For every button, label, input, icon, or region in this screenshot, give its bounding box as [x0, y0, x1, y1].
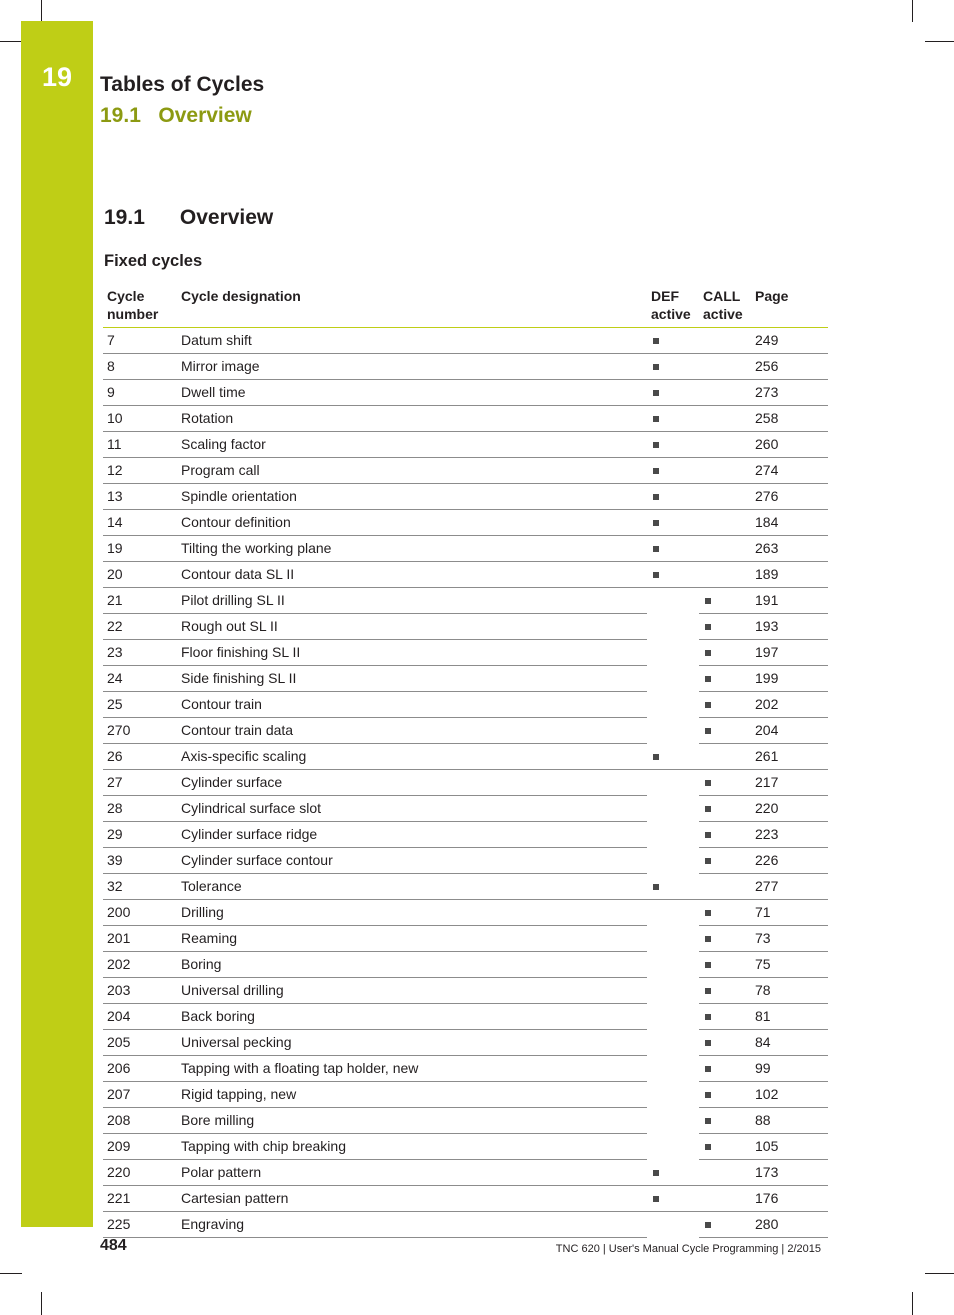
table-row	[103, 1004, 828, 1030]
cycle-number: 208	[103, 1108, 177, 1134]
def-active-cell	[647, 1082, 699, 1108]
call-active-cell	[699, 406, 751, 432]
cycle-designation: Contour train data	[177, 718, 647, 744]
page-reference: 105	[751, 1134, 828, 1160]
table-row	[103, 1082, 828, 1108]
cycle-number: 8	[103, 354, 177, 380]
def-active-cell	[647, 484, 699, 510]
table-row	[103, 1056, 828, 1082]
cycle-number: 21	[103, 588, 177, 614]
active-marker-icon	[653, 884, 659, 890]
cycle-designation: Cylinder surface ridge	[177, 822, 647, 848]
cycle-designation: Universal pecking	[177, 1030, 647, 1056]
def-active-cell	[647, 328, 699, 354]
cycle-designation: Tapping with chip breaking	[177, 1134, 647, 1160]
def-active-cell	[647, 640, 699, 666]
cycle-number: 23	[103, 640, 177, 666]
active-marker-icon	[705, 780, 711, 786]
active-marker-icon	[653, 416, 659, 422]
cycle-number: 39	[103, 848, 177, 874]
active-marker-icon	[705, 1118, 711, 1124]
def-active-cell	[647, 562, 699, 588]
call-active-cell	[699, 354, 751, 380]
cycle-designation: Rough out SL II	[177, 614, 647, 640]
cycle-designation: Spindle orientation	[177, 484, 647, 510]
table-row	[103, 406, 828, 432]
def-active-cell	[647, 354, 699, 380]
call-active-cell	[699, 1056, 751, 1082]
page-reference: 220	[751, 796, 828, 822]
active-marker-icon	[653, 1196, 659, 1202]
call-active-cell	[699, 1108, 751, 1134]
active-marker-icon	[705, 1066, 711, 1072]
call-active-cell	[699, 848, 751, 874]
table-row	[103, 614, 828, 640]
active-marker-icon	[705, 962, 711, 968]
def-active-cell	[647, 1004, 699, 1030]
table-row	[103, 692, 828, 718]
cycle-number: 201	[103, 926, 177, 952]
table-row	[103, 588, 828, 614]
cycle-designation: Side finishing SL II	[177, 666, 647, 692]
active-marker-icon	[705, 1144, 711, 1150]
page-reference: 256	[751, 354, 828, 380]
def-active-cell	[647, 1108, 699, 1134]
table-row	[103, 510, 828, 536]
page-reference: 197	[751, 640, 828, 666]
page-reference: 204	[751, 718, 828, 744]
call-active-cell	[699, 640, 751, 666]
cycle-designation: Contour data SL II	[177, 562, 647, 588]
page-reference: 202	[751, 692, 828, 718]
footer-text: TNC 620 | User's Manual Cycle Programming | 2/2015	[555, 1243, 821, 1255]
crop-mark	[41, 1292, 42, 1315]
cycle-number: 29	[103, 822, 177, 848]
active-marker-icon	[653, 1170, 659, 1176]
page-reference: 199	[751, 666, 828, 692]
call-active-cell	[699, 692, 751, 718]
cycle-designation: Reaming	[177, 926, 647, 952]
active-marker-icon	[653, 468, 659, 474]
cycle-designation: Boring	[177, 952, 647, 978]
cycle-number: 13	[103, 484, 177, 510]
table-row	[103, 926, 828, 952]
active-marker-icon	[653, 520, 659, 526]
cycle-designation: Cylinder surface	[177, 770, 647, 796]
page-reference: 258	[751, 406, 828, 432]
page-reference: 193	[751, 614, 828, 640]
cycle-number: 25	[103, 692, 177, 718]
cycle-number: 221	[103, 1186, 177, 1212]
table-row	[103, 1186, 828, 1212]
call-active-cell	[699, 666, 751, 692]
active-marker-icon	[705, 988, 711, 994]
def-active-cell	[647, 536, 699, 562]
page-reference: 176	[751, 1186, 828, 1212]
table-row	[103, 484, 828, 510]
page-reference: 263	[751, 536, 828, 562]
active-marker-icon	[705, 702, 711, 708]
active-marker-icon	[653, 546, 659, 552]
cycle-designation: Drilling	[177, 900, 647, 926]
crop-mark	[0, 41, 22, 42]
page-reference: 226	[751, 848, 828, 874]
cycle-number: 225	[103, 1212, 177, 1238]
call-active-cell	[699, 588, 751, 614]
def-active-cell	[647, 718, 699, 744]
cycle-number: 209	[103, 1134, 177, 1160]
def-active-cell	[647, 848, 699, 874]
active-marker-icon	[653, 390, 659, 396]
def-active-cell	[647, 1160, 699, 1186]
cycle-number: 32	[103, 874, 177, 900]
def-active-cell	[647, 380, 699, 406]
cycles-table	[103, 284, 828, 1238]
call-active-cell	[699, 484, 751, 510]
page-reference: 99	[751, 1056, 828, 1082]
call-active-cell	[699, 1030, 751, 1056]
cycle-designation: Bore milling	[177, 1108, 647, 1134]
table-row	[103, 770, 828, 796]
cycle-designation: Contour definition	[177, 510, 647, 536]
table-row	[103, 328, 828, 354]
cycle-designation: Rigid tapping, new	[177, 1082, 647, 1108]
cycle-designation: Engraving	[177, 1212, 647, 1238]
call-active-cell	[699, 796, 751, 822]
page-reference: 277	[751, 874, 828, 900]
call-active-cell	[699, 952, 751, 978]
page-reference: 81	[751, 1004, 828, 1030]
page-reference: 173	[751, 1160, 828, 1186]
call-active-cell	[699, 926, 751, 952]
cycle-number: 12	[103, 458, 177, 484]
call-active-cell	[699, 1004, 751, 1030]
table-row	[103, 718, 828, 744]
cycle-designation: Polar pattern	[177, 1160, 647, 1186]
page-reference: 184	[751, 510, 828, 536]
def-active-cell	[647, 926, 699, 952]
cycle-number: 204	[103, 1004, 177, 1030]
page-reference: 73	[751, 926, 828, 952]
active-marker-icon	[705, 624, 711, 630]
call-active-cell	[699, 1186, 751, 1212]
page-reference: 280	[751, 1212, 828, 1238]
call-active-cell	[699, 770, 751, 796]
cycle-designation: Cylinder surface contour	[177, 848, 647, 874]
page-reference: 249	[751, 328, 828, 354]
chapter-number: 19	[41, 62, 73, 92]
table-row	[103, 1212, 828, 1238]
cycle-designation: Dwell time	[177, 380, 647, 406]
table-row	[103, 796, 828, 822]
header-def-active: DEF active	[647, 284, 699, 328]
def-active-cell	[647, 822, 699, 848]
def-active-cell	[647, 1134, 699, 1160]
table-row	[103, 1108, 828, 1134]
page-reference: 78	[751, 978, 828, 1004]
def-active-cell	[647, 900, 699, 926]
def-active-cell	[647, 796, 699, 822]
cycle-designation: Rotation	[177, 406, 647, 432]
page-reference: 217	[751, 770, 828, 796]
active-marker-icon	[705, 832, 711, 838]
crop-mark	[41, 0, 42, 22]
def-active-cell	[647, 614, 699, 640]
cycle-designation: Axis-specific scaling	[177, 744, 647, 770]
active-marker-icon	[705, 1092, 711, 1098]
table-row	[103, 458, 828, 484]
cycle-number: 7	[103, 328, 177, 354]
table-row	[103, 1030, 828, 1056]
section-title: 19.1 Overview	[104, 206, 274, 229]
table-row	[103, 640, 828, 666]
cycle-number: 205	[103, 1030, 177, 1056]
page-reference: 191	[751, 588, 828, 614]
def-active-cell	[647, 770, 699, 796]
active-marker-icon	[705, 806, 711, 812]
cycle-number: 14	[103, 510, 177, 536]
table-row	[103, 1160, 828, 1186]
table-body	[103, 328, 828, 1238]
call-active-cell	[699, 536, 751, 562]
header-cycle-designation: Cycle designation	[177, 284, 647, 328]
active-marker-icon	[705, 598, 711, 604]
cycle-designation: Cartesian pattern	[177, 1186, 647, 1212]
cycle-number: 10	[103, 406, 177, 432]
call-active-cell	[699, 614, 751, 640]
call-active-cell	[699, 822, 751, 848]
table-row	[103, 1134, 828, 1160]
page-reference: 84	[751, 1030, 828, 1056]
table-row	[103, 822, 828, 848]
crop-mark	[912, 0, 913, 22]
running-section-ref: 19.1 Overview	[100, 104, 252, 127]
call-active-cell	[699, 978, 751, 1004]
crop-mark	[925, 41, 954, 42]
cycle-designation: Tilting the working plane	[177, 536, 647, 562]
cycle-designation: Tolerance	[177, 874, 647, 900]
cycle-number: 9	[103, 380, 177, 406]
active-marker-icon	[705, 1222, 711, 1228]
def-active-cell	[647, 1056, 699, 1082]
cycle-number: 202	[103, 952, 177, 978]
active-marker-icon	[705, 1014, 711, 1020]
page-reference: 223	[751, 822, 828, 848]
active-marker-icon	[653, 442, 659, 448]
call-active-cell	[699, 510, 751, 536]
table-row	[103, 874, 828, 900]
def-active-cell	[647, 432, 699, 458]
cycle-designation: Cylindrical surface slot	[177, 796, 647, 822]
active-marker-icon	[705, 728, 711, 734]
crop-mark	[0, 1273, 22, 1274]
table-header-row	[103, 284, 828, 328]
def-active-cell	[647, 1212, 699, 1238]
call-active-cell	[699, 1082, 751, 1108]
call-active-cell	[699, 718, 751, 744]
table-row	[103, 666, 828, 692]
crop-mark	[925, 1273, 954, 1274]
call-active-cell	[699, 900, 751, 926]
table-row	[103, 952, 828, 978]
table-row	[103, 536, 828, 562]
call-active-cell	[699, 328, 751, 354]
cycle-designation: Tapping with a floating tap holder, new	[177, 1056, 647, 1082]
header-page: Page	[751, 284, 828, 328]
cycle-number: 24	[103, 666, 177, 692]
table-row	[103, 978, 828, 1004]
cycle-designation: Universal drilling	[177, 978, 647, 1004]
def-active-cell	[647, 1030, 699, 1056]
active-marker-icon	[705, 910, 711, 916]
page-reference: 88	[751, 1108, 828, 1134]
def-active-cell	[647, 874, 699, 900]
call-active-cell	[699, 562, 751, 588]
cycle-designation: Mirror image	[177, 354, 647, 380]
cycle-number: 207	[103, 1082, 177, 1108]
def-active-cell	[647, 458, 699, 484]
def-active-cell	[647, 588, 699, 614]
header-call-active: CALL active	[699, 284, 751, 328]
active-marker-icon	[653, 494, 659, 500]
cycle-number: 26	[103, 744, 177, 770]
page-reference: 102	[751, 1082, 828, 1108]
active-marker-icon	[705, 676, 711, 682]
call-active-cell	[699, 1160, 751, 1186]
subsection-title: Fixed cycles	[104, 252, 203, 270]
def-active-cell	[647, 666, 699, 692]
active-marker-icon	[705, 1040, 711, 1046]
page-number: 484	[100, 1237, 127, 1254]
cycle-designation: Back boring	[177, 1004, 647, 1030]
call-active-cell	[699, 1134, 751, 1160]
def-active-cell	[647, 952, 699, 978]
cycle-designation: Contour train	[177, 692, 647, 718]
cycle-number: 203	[103, 978, 177, 1004]
cycle-number: 22	[103, 614, 177, 640]
def-active-cell	[647, 510, 699, 536]
def-active-cell	[647, 406, 699, 432]
active-marker-icon	[653, 754, 659, 760]
cycle-number: 200	[103, 900, 177, 926]
def-active-cell	[647, 744, 699, 770]
active-marker-icon	[653, 572, 659, 578]
cycle-designation: Program call	[177, 458, 647, 484]
table-row	[103, 744, 828, 770]
cycle-designation: Floor finishing SL II	[177, 640, 647, 666]
active-marker-icon	[705, 650, 711, 656]
crop-mark	[912, 1292, 913, 1315]
active-marker-icon	[653, 338, 659, 344]
cycle-number: 11	[103, 432, 177, 458]
table-row	[103, 900, 828, 926]
active-marker-icon	[653, 364, 659, 370]
def-active-cell	[647, 692, 699, 718]
call-active-cell	[699, 432, 751, 458]
table-row	[103, 380, 828, 406]
page-reference: 261	[751, 744, 828, 770]
page-reference: 189	[751, 562, 828, 588]
def-active-cell	[647, 1186, 699, 1212]
chapter-title: Tables of Cycles	[100, 73, 265, 96]
table-row	[103, 562, 828, 588]
cycle-designation: Pilot drilling SL II	[177, 588, 647, 614]
cycle-designation: Scaling factor	[177, 432, 647, 458]
cycle-designation: Datum shift	[177, 328, 647, 354]
def-active-cell	[647, 978, 699, 1004]
active-marker-icon	[705, 858, 711, 864]
cycle-number: 20	[103, 562, 177, 588]
page-reference: 273	[751, 380, 828, 406]
cycle-number: 270	[103, 718, 177, 744]
call-active-cell	[699, 1212, 751, 1238]
cycle-number: 206	[103, 1056, 177, 1082]
call-active-cell	[699, 380, 751, 406]
page-reference: 260	[751, 432, 828, 458]
call-active-cell	[699, 874, 751, 900]
page-reference: 71	[751, 900, 828, 926]
call-active-cell	[699, 458, 751, 484]
page-reference: 276	[751, 484, 828, 510]
chapter-sidebar	[21, 21, 93, 1227]
page-reference: 274	[751, 458, 828, 484]
cycle-number: 28	[103, 796, 177, 822]
page-reference: 75	[751, 952, 828, 978]
active-marker-icon	[705, 936, 711, 942]
header-cycle-number: Cycle number	[103, 284, 177, 328]
cycle-number: 220	[103, 1160, 177, 1186]
cycle-number: 27	[103, 770, 177, 796]
cycle-number: 19	[103, 536, 177, 562]
table-row	[103, 354, 828, 380]
table-row	[103, 848, 828, 874]
table-row	[103, 432, 828, 458]
call-active-cell	[699, 744, 751, 770]
